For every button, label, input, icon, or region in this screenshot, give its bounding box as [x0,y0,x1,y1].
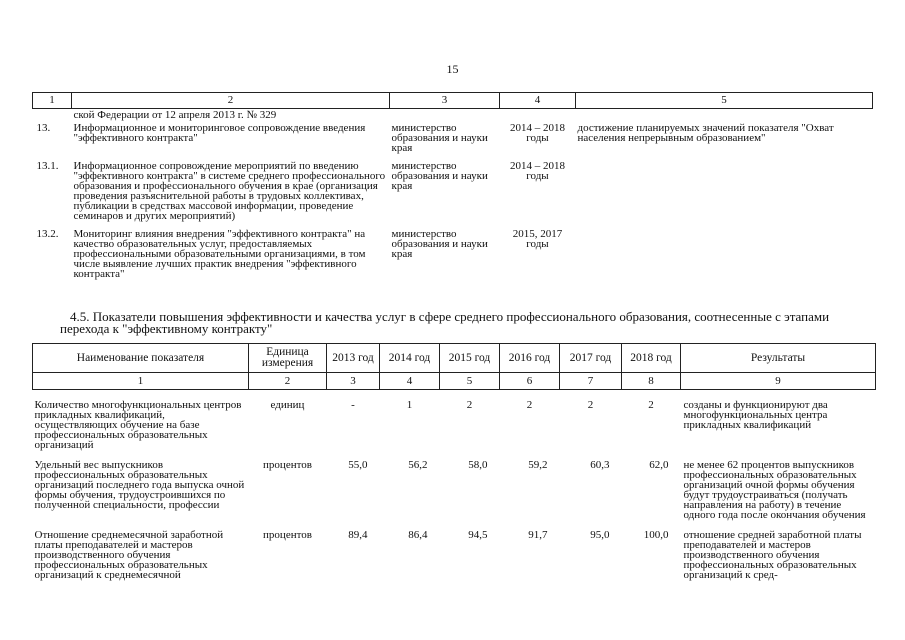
indicator-value: 91,7 [528,529,548,541]
row-number: 13.2. [36,228,59,240]
page-number: 15 [446,62,459,76]
column-number: 3 [390,93,500,109]
indicator-value: 2 [587,399,594,411]
activity-executor: министерство образования и науки края [391,160,488,192]
column-number: 4 [380,373,440,390]
table-row [33,520,876,580]
column-number: 5 [576,93,873,109]
indicator-name: Количество многофункциональных центров прикладных квалификаций, осуществляющих обучение на базе профессиональных образовательных организаций [34,399,242,451]
column-number-row [33,373,876,390]
indicator-result: отношение средней заработной платы преподавателей и мастеров производственного обучения профессиональных образовательных организаций к сред- [683,529,862,581]
table-row [33,390,876,451]
indicator-value: 100,0 [643,529,669,541]
indicator-name: Отношение среднемесячной заработной платы преподавателей и мастеров производственного обучения профессиональных образовательных организаций к среднемесячной [34,529,224,581]
indicator-value: 60,3 [590,459,610,471]
indicators-table-header [33,344,876,373]
continuation-text: ской Федерации от 12 апреля 2013 г. № 329 [73,109,277,121]
indicator-unit: единиц [270,399,305,411]
activity-result: достижение планируемых значений показателя "Охват населения непрерывным образованием" [577,122,834,144]
column-number: 1 [33,373,249,390]
header-results: Результаты [681,344,876,373]
indicator-unit: процентов [263,529,312,541]
indicator-value: 2 [648,399,654,411]
column-number: 5 [440,373,500,390]
indicator-value: 94,5 [468,529,488,541]
header-year: 2013 год [327,344,380,373]
indicator-value: 2 [526,399,533,411]
column-number: 2 [249,373,327,390]
table-row [33,450,876,520]
column-number: 6 [500,373,560,390]
activity-description: Мониторинг влияния внедрения "эффективного контракта" на качество образовательных услуг, предоставляемых профессиональными образовательными организациями, в том числе выявление лучших практик внедрения "эффективного контракта" [73,228,366,280]
column-number: 9 [681,373,876,390]
indicator-value: 1 [406,399,413,411]
indicator-value: 58,0 [468,459,488,471]
row-number: 13. [36,122,51,134]
indicator-name: Удельный вес выпускников профессиональных образовательных организаций последнего года выпуска очной формы обучения, трудоустроившихся по полученной специальности, профессии [34,459,245,511]
row-number: 13.1. [36,160,59,172]
indicator-value: 59,2 [528,459,548,471]
activity-result [576,161,873,229]
indicator-value: - [351,399,355,411]
indicator-result: не менее 62 процентов выпускников профессиональных образовательных организаций очной формы обучения будут трудоустраиваться (получать направления на работу) в течение одного года после окончания обучения [683,459,866,521]
column-number: 1 [33,93,72,109]
activity-period: 2014 – 2018 годы [510,122,565,144]
column-number: 8 [622,373,681,390]
indicator-value: 89,4 [348,529,368,541]
activities-table [32,92,873,287]
header-year: 2018 год [622,344,681,373]
header-year: 2014 год [380,344,440,373]
header-indicator-name: Наименование показателя [33,344,249,373]
indicator-value: 2 [466,399,473,411]
indicator-result: созданы и функционируют два многофункциональных центра прикладных квалификаций [683,399,828,431]
column-number: 3 [327,373,380,390]
indicator-unit: процентов [263,459,312,471]
column-number: 7 [560,373,622,390]
activity-description: Информационное сопровождение мероприятий по введению "эффективного контракта" в системе среднего профессионального образования и профессионального обучения в крае (организация проведения разъяснительной работы в трудовых коллективах, публикации в средствах массовой информации, проведение семинаров и других мероприятий) [73,160,386,222]
activity-result [576,229,873,287]
header-year: 2016 год [500,344,560,373]
header-unit: Единица измерения [249,344,327,373]
column-number: 2 [72,93,390,109]
activity-description: Информационное и мониторинговое сопровождение введения "эффективного контракта" [73,122,366,144]
header-year: 2015 год [440,344,500,373]
indicator-value: 95,0 [590,529,610,541]
indicator-value: 86,4 [408,529,428,541]
continuation-row [33,109,873,124]
table-row [33,161,873,229]
activities-table-header [33,93,873,109]
activity-executor: министерство образования и науки края [391,122,488,154]
table-row [33,229,873,287]
table-row [33,123,873,161]
activity-period: 2015, 2017 годы [512,228,563,250]
header-year: 2017 год [560,344,622,373]
indicator-value: 56,2 [408,459,428,471]
indicator-value: 55,0 [348,459,368,471]
indicator-value: 62,0 [649,459,669,471]
indicators-table [32,343,876,580]
activity-executor: министерство образования и науки края [391,228,488,260]
activity-period: 2014 – 2018 годы [510,160,565,182]
section-title: 4.5. Показатели повышения эффективности и качества услуг в сфере среднего профессионального образования, соотнесенные с этапами перехода к "эффективному контракту" [60,309,830,336]
column-number: 4 [500,93,576,109]
